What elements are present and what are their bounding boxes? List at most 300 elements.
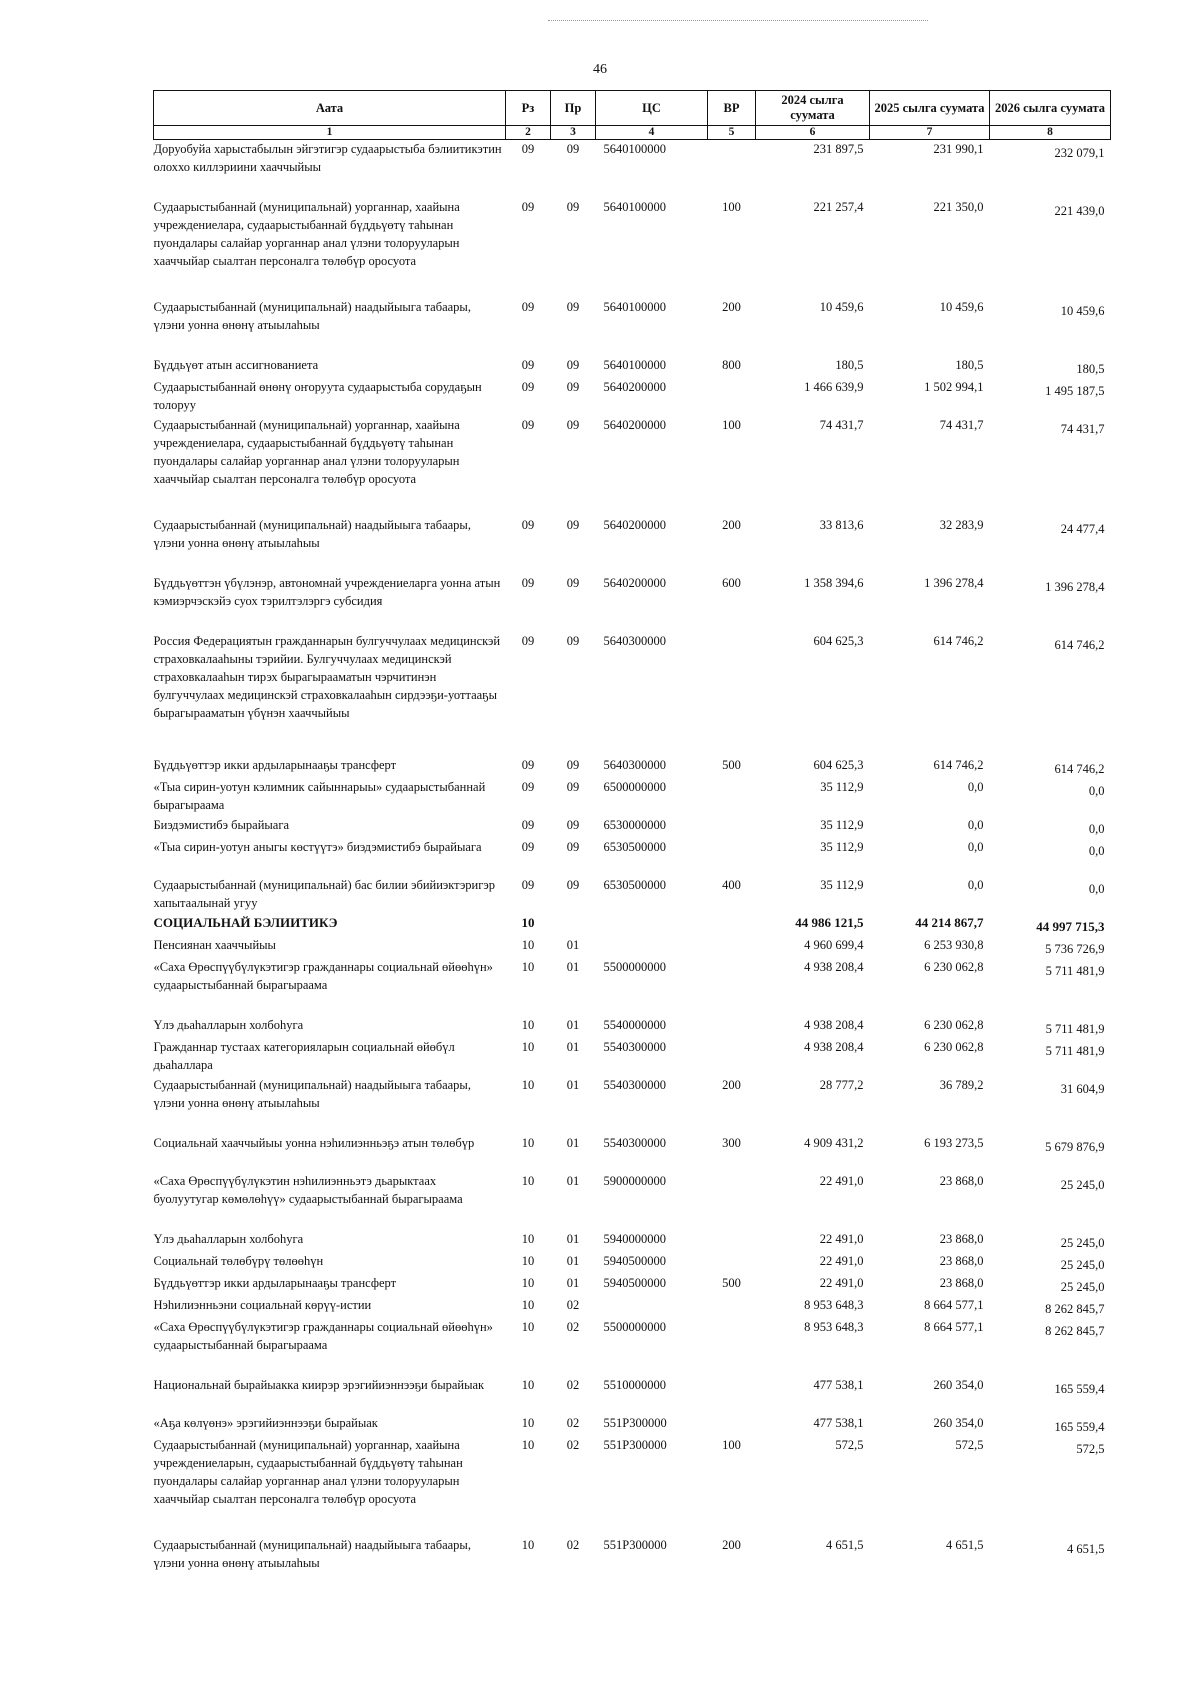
row-pr: 01: [566, 1253, 580, 1268]
header-name: Аата: [154, 91, 506, 126]
row-vr: [708, 1252, 756, 1274]
row-vr: 200: [722, 1077, 741, 1092]
table-row: [154, 1318, 1111, 1376]
row-2024: 1 466 639,9: [804, 379, 864, 394]
row-2024: 10 459,6: [819, 299, 864, 314]
row-2024: 572,5: [835, 1437, 864, 1452]
row-cs: 6530000000: [603, 817, 666, 832]
row-rz: 10: [521, 1039, 535, 1054]
row-cs: 5900000000: [603, 1173, 666, 1188]
row-2024: 4 938 208,4: [804, 1039, 864, 1054]
table-row: [154, 1038, 1111, 1076]
row-2026: 44 997 715,3: [1036, 918, 1105, 934]
row-2026: 0,0: [1088, 821, 1105, 836]
row-2026: 0,0: [1088, 881, 1105, 896]
row-2024: 35 112,9: [820, 817, 864, 832]
row-2024: 4 938 208,4: [804, 959, 864, 974]
table-row: [154, 1436, 1111, 1536]
row-2026: 0,0: [1088, 843, 1105, 858]
header-2026: 2026 сылга суумата: [990, 91, 1111, 126]
column-number: 5: [708, 126, 756, 140]
row-2024: 22 491,0: [819, 1275, 864, 1290]
budget-table: [153, 90, 1111, 1574]
row-pr: 09: [566, 839, 580, 854]
scan-artifact-line: [548, 20, 928, 23]
row-2024: 221 257,4: [813, 199, 864, 214]
row-rz: 10: [521, 1437, 535, 1452]
row-2025: 23 868,0: [939, 1173, 984, 1188]
row-vr: [708, 140, 756, 198]
row-name: «Тыа сирин-уотун кэлимник сайыннарыы» судаарыстыбаннай бырагыраама: [153, 779, 486, 812]
row-name: Бүддьүөт атын ассигнованиета: [153, 357, 319, 372]
row-cs: 5640200000: [603, 379, 666, 394]
row-vr: [708, 958, 756, 1016]
row-rz: 09: [521, 517, 535, 532]
row-pr: 02: [566, 1297, 580, 1312]
row-cs: 551P300000: [603, 1437, 667, 1452]
row-vr: [708, 778, 756, 816]
table-row: [154, 1252, 1111, 1274]
table-row: [154, 816, 1111, 838]
row-name: Социальнай хааччыйыы уонна нэһилиэнньэҕэ атын төлөбүр: [153, 1135, 475, 1150]
row-vr: [708, 816, 756, 838]
row-pr: 09: [566, 517, 580, 532]
row-2026: 31 604,9: [1060, 1081, 1105, 1096]
row-pr: 09: [566, 199, 580, 214]
row-vr: 100: [722, 417, 741, 432]
row-2025: 231 990,1: [933, 142, 984, 156]
row-name: «Тыа сирин-уотун аныгы көстүүтэ» биэдэмистибэ бырайыага: [153, 839, 482, 854]
row-name: Үлэ дьаһалларын холбоһуга: [153, 1231, 304, 1246]
row-name: Судаарыстыбаннай (муниципальнай) наадыйыыга табаары, үлэни уонна өнөнү атыылаһыы: [153, 517, 471, 550]
row-cs: 5940000000: [603, 1231, 666, 1246]
row-rz: 09: [521, 757, 535, 772]
row-cs: 5500000000: [603, 1319, 666, 1334]
row-name: Судаарыстыбаннай (муниципальнай) наадыйыыга табаары, үлэни уонна өнөнү атыылаһыы: [153, 299, 471, 332]
row-name: Бүддьүөттэр икки ардыларынааҕы трансферт: [153, 757, 397, 772]
row-pr: [551, 914, 596, 936]
row-vr: [708, 838, 756, 876]
row-2025: 6 230 062,8: [924, 959, 984, 974]
table-row: [154, 1134, 1111, 1172]
row-2025: 23 868,0: [939, 1231, 984, 1246]
row-cs: 5540000000: [603, 1017, 666, 1032]
row-rz: 09: [521, 779, 535, 794]
row-vr: 600: [722, 575, 741, 590]
table-row: [154, 838, 1111, 876]
row-rz: 10: [521, 1275, 535, 1290]
row-pr: 01: [566, 1275, 580, 1290]
row-vr: [708, 914, 756, 936]
row-pr: 09: [566, 817, 580, 832]
row-2025: 8 664 577,1: [924, 1297, 984, 1312]
row-name: Социальнай төлөбүрү төлөөһүн: [153, 1253, 324, 1268]
row-2026: 165 559,4: [1054, 1381, 1105, 1396]
row-cs: 5500000000: [603, 959, 666, 974]
header-pr: Пр: [551, 91, 596, 126]
row-name: Судаарыстыбаннай (муниципальнай) бас билии эбийиэктэригэр хапытаалынай угуу: [153, 877, 495, 910]
column-number: 7: [870, 126, 990, 140]
row-cs: [596, 914, 708, 936]
row-2024: 4 938 208,4: [804, 1017, 864, 1032]
row-rz: 10: [521, 1077, 535, 1092]
row-vr: [708, 1296, 756, 1318]
row-rz: 10: [521, 1253, 535, 1268]
row-rz: 09: [521, 839, 535, 854]
row-pr: 09: [566, 357, 580, 372]
header-2025: 2025 сылга суумата: [870, 91, 990, 126]
row-2025: 6 230 062,8: [924, 1017, 984, 1032]
row-2026: 180,5: [1076, 361, 1105, 376]
row-vr: [708, 632, 756, 756]
row-name: Бүддьүөттэн үбүлэнэр, автономнай учреждениеларга уонна атын кэмиэрчэскэйэ суох тэрилтэлэргэ субсидия: [153, 575, 501, 608]
row-2025: 36 789,2: [939, 1077, 984, 1092]
table-row: [154, 632, 1111, 756]
row-pr: 01: [566, 959, 580, 974]
row-2026: 25 245,0: [1060, 1235, 1105, 1250]
row-2025: 1 502 994,1: [924, 379, 984, 394]
row-2024: 28 777,2: [819, 1077, 864, 1092]
header-rz: Рз: [506, 91, 551, 126]
row-rz: 09: [521, 633, 535, 648]
row-2026: 10 459,6: [1060, 303, 1105, 318]
row-rz: 10: [521, 914, 535, 930]
row-2024: 4 960 699,4: [804, 937, 864, 952]
table-row: [154, 298, 1111, 356]
row-cs: 5640200000: [603, 517, 666, 532]
row-vr: 100: [722, 1437, 741, 1452]
row-pr: 09: [566, 779, 580, 794]
row-2025: 0,0: [967, 839, 984, 854]
row-pr: 01: [566, 1173, 580, 1188]
row-2026: 1 396 278,4: [1045, 579, 1105, 594]
row-rz: 10: [521, 1231, 535, 1246]
table-row: [154, 378, 1111, 416]
row-2024: 44 986 121,5: [795, 914, 864, 930]
row-2025: 23 868,0: [939, 1275, 984, 1290]
row-cs: [596, 936, 708, 958]
table-row: [154, 914, 1111, 936]
row-vr: 300: [722, 1135, 741, 1150]
row-pr: 02: [566, 1537, 580, 1552]
row-2026: 74 431,7: [1060, 421, 1105, 436]
row-2024: 604 625,3: [813, 633, 864, 648]
row-pr: 09: [566, 299, 580, 314]
row-2025: 74 431,7: [939, 417, 984, 432]
row-pr: 09: [566, 417, 580, 432]
row-rz: 09: [521, 575, 535, 590]
row-rz: 10: [521, 1135, 535, 1150]
row-pr: 02: [566, 1437, 580, 1452]
row-2025: 8 664 577,1: [924, 1319, 984, 1334]
row-cs: 6500000000: [603, 779, 666, 794]
table-row: [154, 1536, 1111, 1574]
column-number: 8: [990, 126, 1111, 140]
row-rz: 10: [521, 1537, 535, 1552]
header-cs: ЦС: [596, 91, 708, 126]
row-2025: 10 459,6: [939, 299, 984, 314]
page-number: 46: [593, 62, 607, 77]
row-2026: 165 559,4: [1054, 1419, 1105, 1434]
row-2024: 35 112,9: [820, 839, 864, 854]
row-2024: 477 538,1: [813, 1377, 864, 1392]
row-cs: 5640200000: [603, 417, 666, 432]
column-number: 3: [551, 126, 596, 140]
row-2026: 25 245,0: [1060, 1177, 1105, 1192]
row-rz: 10: [521, 1415, 535, 1430]
row-pr: 01: [566, 937, 580, 952]
row-2025: 0,0: [967, 877, 984, 892]
row-2026: 5 711 481,9: [1045, 963, 1105, 978]
header-row: [154, 91, 1111, 126]
row-vr: [708, 1318, 756, 1376]
column-number: 4: [596, 126, 708, 140]
table-row: [154, 1016, 1111, 1038]
row-cs: 5640100000: [603, 142, 666, 156]
row-2025: 6 193 273,5: [924, 1135, 984, 1150]
column-number: 6: [756, 126, 870, 140]
row-2024: 22 491,0: [819, 1231, 864, 1246]
row-2025: 614 746,2: [933, 633, 984, 648]
row-2025: 23 868,0: [939, 1253, 984, 1268]
row-2025: 4 651,5: [946, 1537, 984, 1552]
table-row: [154, 1274, 1111, 1296]
row-name: Нэһилиэнньэни социальнай көрүү-истии: [153, 1297, 372, 1312]
row-name: Россия Федерациятын гражданнарын булгуччулаах медицинскэй страховкалааһыны тэрийии. Булгуччулаах медицинскэй страховкалааһын тирэх бырагырааматын чэрчитинэн булгуччулаах медицинскэй страховкалааһын сирдээҕи-уоттааҕы бырагырааматын үбүнэн хааччыйыы: [153, 633, 501, 720]
row-cs: 5540300000: [603, 1077, 666, 1092]
row-vr: 400: [722, 877, 741, 892]
row-name: Судаарыстыбаннай (муниципальнай) уорганнар, хаайына учреждениелара, судаарыстыбаннай бүддьүөтү таһынан пуондалары салайар уорганнар анал үлэни толорууларын хааччыйар сыалтан персоналга төлөбүр оросуота: [153, 199, 460, 268]
row-rz: 09: [521, 357, 535, 372]
row-rz: 09: [521, 817, 535, 832]
table-row: [154, 936, 1111, 958]
row-2026: 8 262 845,7: [1045, 1301, 1105, 1316]
row-name: «Аҕа көлүөнэ» эрэгийиэннээҕи бырайыак: [153, 1415, 378, 1430]
row-vr: 800: [722, 357, 741, 372]
row-rz: 09: [521, 199, 535, 214]
row-2024: 1 358 394,6: [804, 575, 864, 590]
row-2024: 180,5: [835, 357, 864, 372]
row-2026: 24 477,4: [1060, 521, 1105, 536]
row-cs: 5540300000: [603, 1135, 666, 1150]
row-name: Биэдэмистибэ бырайыага: [153, 817, 290, 832]
header-2024: 2024 сылга суумата: [756, 91, 870, 126]
table-row: [154, 1076, 1111, 1134]
row-pr: 01: [566, 1135, 580, 1150]
column-number: 2: [506, 126, 551, 140]
row-2026: 572,5: [1076, 1441, 1105, 1456]
row-vr: 200: [722, 1537, 741, 1552]
row-cs: 5640100000: [603, 199, 666, 214]
row-name: Пенсиянан хааччыйыы: [153, 937, 276, 952]
row-2025: 44 214 867,7: [915, 914, 984, 930]
row-cs: 5640200000: [603, 575, 666, 590]
row-2026: 221 439,0: [1054, 203, 1105, 218]
column-number: 1: [154, 126, 506, 140]
row-name: Судаарыстыбаннай (муниципальнай) уорганнар, хаайына учреждениеларын, судаарыстыбаннай бүддьүөтү таһынан пуондалары салайар уорганнар анал үлэни толорууларын хааччыйар сыалтан персоналга төлөбүр оросуота: [153, 1437, 463, 1506]
row-rz: 10: [521, 937, 535, 952]
row-2024: 33 813,6: [819, 517, 864, 532]
row-vr: [708, 1414, 756, 1436]
row-2025: 0,0: [967, 779, 984, 794]
row-vr: [708, 1038, 756, 1076]
row-2025: 260 354,0: [933, 1415, 984, 1430]
row-2024: 22 491,0: [819, 1253, 864, 1268]
row-2024: 35 112,9: [820, 779, 864, 794]
row-2025: 221 350,0: [933, 199, 984, 214]
row-rz: 10: [521, 1377, 535, 1392]
row-2024: 231 897,5: [813, 142, 864, 156]
row-2024: 8 953 648,3: [804, 1297, 864, 1312]
row-name: Бүддьүөттэр икки ардыларынааҕы трансферт: [153, 1275, 397, 1290]
row-2024: 35 112,9: [820, 877, 864, 892]
row-2025: 614 746,2: [933, 757, 984, 772]
row-rz: 10: [521, 1297, 535, 1312]
row-name: «Саха Өрөспүүбүлүкэтин нэһилиэнньэтэ дьарыктаах буолуутугар көмөлөһүү» судаарыстыбаннай бырагыраама: [153, 1173, 463, 1206]
row-name: Гражданнар тустаах категорияларын социальнай өйөбүл дьаһаллара: [153, 1039, 455, 1072]
row-cs: 6530500000: [603, 839, 666, 854]
row-2026: 0,0: [1088, 783, 1105, 798]
row-cs: 5640100000: [603, 357, 666, 372]
row-rz: 09: [521, 142, 535, 156]
row-pr: 09: [566, 877, 580, 892]
row-cs: 551P300000: [603, 1537, 667, 1552]
row-rz: 10: [521, 1173, 535, 1188]
table-row: [154, 1414, 1111, 1436]
row-cs: 5640100000: [603, 299, 666, 314]
row-pr: 09: [566, 633, 580, 648]
row-vr: [708, 1172, 756, 1230]
row-vr: [708, 378, 756, 416]
row-vr: 100: [722, 199, 741, 214]
row-cs: 5640300000: [603, 757, 666, 772]
row-2026: 614 746,2: [1054, 637, 1105, 652]
row-2026: 25 245,0: [1060, 1279, 1105, 1294]
row-2024: 4 909 431,2: [804, 1135, 864, 1150]
row-name: Судаарыстыбаннай (муниципальнай) уорганнар, хаайына учреждениелара, судаарыстыбаннай бүддьүөтү таһынан пуондалары салайар уорганнар анал үлэни толорууларын хааччыйар сыалтан персоналга төлөбүр оросуота: [153, 417, 460, 486]
table-row: [154, 140, 1111, 198]
row-rz: 09: [521, 299, 535, 314]
row-vr: 200: [722, 299, 741, 314]
row-2026: 5 679 876,9: [1045, 1139, 1105, 1154]
row-name: Судаарыстыбаннай өнөнү оҥоруута судаарыстыба сорудаҕын толоруу: [153, 379, 482, 412]
table-row: [154, 958, 1111, 1016]
row-2024: 22 491,0: [819, 1173, 864, 1188]
table-row: [154, 778, 1111, 816]
table-row: [154, 1230, 1111, 1252]
row-rz: 10: [521, 1017, 535, 1032]
row-pr: 09: [566, 142, 580, 156]
row-rz: 10: [521, 959, 535, 974]
row-2026: 25 245,0: [1060, 1257, 1105, 1272]
row-rz: 09: [521, 417, 535, 432]
table-row: [154, 356, 1111, 378]
row-2025: 1 396 278,4: [924, 575, 984, 590]
column-number-row: [154, 126, 1111, 140]
row-2026: 8 262 845,7: [1045, 1323, 1105, 1338]
row-pr: 09: [566, 379, 580, 394]
row-2025: 572,5: [955, 1437, 984, 1452]
row-2025: 32 283,9: [939, 517, 984, 532]
row-2026: 614 746,2: [1054, 761, 1105, 776]
row-2026: 1 495 187,5: [1045, 383, 1105, 398]
row-2026: 5 736 726,9: [1045, 941, 1105, 956]
row-vr: [708, 1230, 756, 1252]
row-vr: [708, 936, 756, 958]
row-cs: 5940500000: [603, 1275, 666, 1290]
row-2024: 4 651,5: [826, 1537, 864, 1552]
row-2025: 0,0: [967, 817, 984, 832]
row-2025: 6 253 930,8: [924, 937, 984, 952]
row-pr: 02: [566, 1377, 580, 1392]
row-rz: 10: [521, 1319, 535, 1334]
row-name: «Саха Өрөспүүбүлүкэтигэр гражданнары социальнай өйөөһүн» судаарыстыбаннай бырагыраама: [153, 959, 493, 992]
table-row: [154, 876, 1111, 914]
row-cs: 5540300000: [603, 1039, 666, 1054]
row-2024: 604 625,3: [813, 757, 864, 772]
row-rz: 09: [521, 379, 535, 394]
row-2024: 74 431,7: [819, 417, 864, 432]
row-pr: 01: [566, 1039, 580, 1054]
row-pr: 09: [566, 757, 580, 772]
row-cs: 5940500000: [603, 1253, 666, 1268]
row-2026: 232 079,1: [1054, 146, 1105, 160]
row-name: Судаарыстыбаннай (муниципальнай) наадыйыыга табаары, үлэни уонна өнөнү атыылаһыы: [153, 1077, 471, 1110]
table-row: [154, 756, 1111, 778]
row-vr: [708, 1016, 756, 1038]
row-pr: 01: [566, 1231, 580, 1246]
table-row: [154, 574, 1111, 632]
row-cs: 5640300000: [603, 633, 666, 648]
row-2024: 477 538,1: [813, 1415, 864, 1430]
row-vr: 200: [722, 517, 741, 532]
row-cs: 551P300000: [603, 1415, 667, 1430]
row-name: Доруобуйа харыстабылын эйгэтигэр судаарыстыба бэлиитикэтин олоххо киллэриини хааччыйыы: [153, 142, 502, 174]
row-cs: 5510000000: [603, 1377, 666, 1392]
row-2025: 180,5: [955, 357, 984, 372]
row-pr: 02: [566, 1415, 580, 1430]
row-name: Судаарыстыбаннай (муниципальнай) наадыйыыга табаары, үлэни уонна өнөнү атыылаһыы: [153, 1537, 471, 1570]
table-row: [154, 198, 1111, 298]
row-2025: 6 230 062,8: [924, 1039, 984, 1054]
row-pr: 01: [566, 1017, 580, 1032]
row-name: «Саха Өрөспүүбүлүкэтигэр гражданнары социальнай өйөөһүн» судаарыстыбаннай бырагыраама: [153, 1319, 493, 1352]
row-name: Национальнай бырайыакка киирэр эрэгийиэннээҕи бырайыак: [153, 1377, 485, 1392]
row-pr: 09: [566, 575, 580, 590]
row-rz: 09: [521, 877, 535, 892]
row-cs: 6530500000: [603, 877, 666, 892]
table-row: [154, 1172, 1111, 1230]
table-row: [154, 1296, 1111, 1318]
row-name: СОЦИАЛЬНАЙ БЭЛИИТИКЭ: [153, 914, 338, 930]
row-vr: 500: [722, 1275, 741, 1290]
header-vr: ВР: [708, 91, 756, 126]
table-row: [154, 516, 1111, 574]
row-2025: 260 354,0: [933, 1377, 984, 1392]
row-pr: 01: [566, 1077, 580, 1092]
row-cs: [596, 1296, 708, 1318]
row-name: Үлэ дьаһалларын холбоһуга: [153, 1017, 304, 1032]
row-2026: 4 651,5: [1067, 1541, 1105, 1556]
row-vr: [708, 1376, 756, 1414]
row-2024: 8 953 648,3: [804, 1319, 864, 1334]
row-pr: 02: [566, 1319, 580, 1334]
table-row: [154, 1376, 1111, 1414]
row-2026: 5 711 481,9: [1045, 1021, 1105, 1036]
row-2026: 5 711 481,9: [1045, 1043, 1105, 1058]
row-vr: 500: [722, 757, 741, 772]
table-row: [154, 416, 1111, 516]
